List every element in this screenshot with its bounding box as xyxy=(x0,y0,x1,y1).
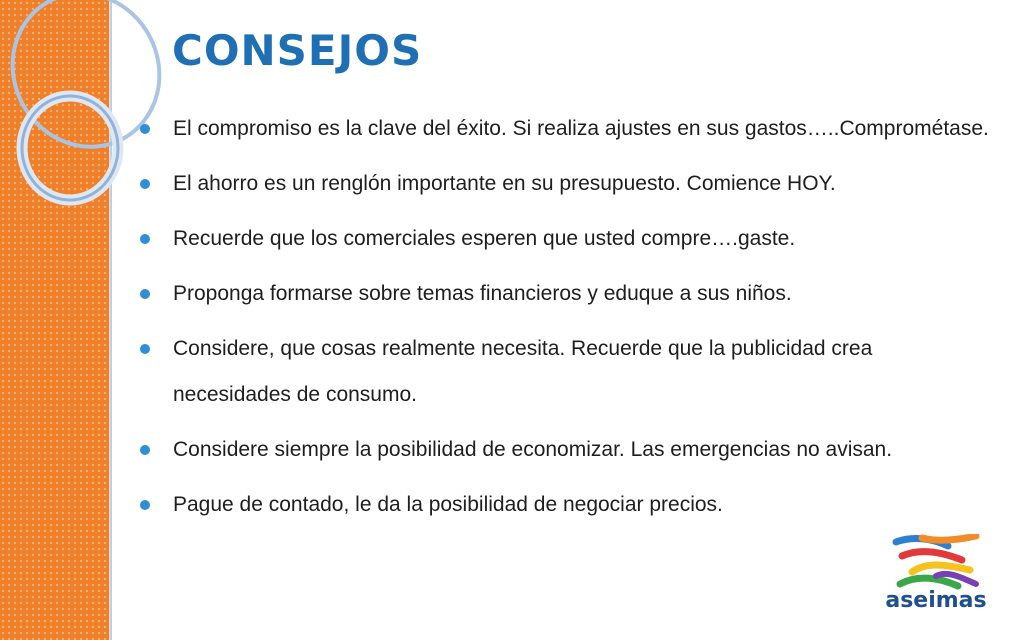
bullet-icon xyxy=(140,344,150,354)
bullet-icon xyxy=(140,234,150,244)
tip-text: Considere siempre la posibilidad de economizar. Las emergencias no avisan. xyxy=(173,438,893,461)
list-item xyxy=(140,427,992,473)
tip-text: El ahorro es un renglón importante en su presupuesto. Comience HOY. xyxy=(173,172,836,195)
list-item xyxy=(140,161,992,207)
tip-text: Recuerde que los comerciales esperen que usted compre….gaste. xyxy=(173,227,796,250)
logo-figures-icon xyxy=(892,534,980,592)
bullet-icon xyxy=(140,445,150,455)
list-item xyxy=(140,106,992,152)
tip-text: Considere, que cosas realmente necesita. Recuerde que la publicidad crea necesidades de consumo. xyxy=(173,337,873,406)
slide-title: CONSEJOS xyxy=(172,26,423,75)
tip-text: El compromiso es la clave del éxito. Si realiza ajustes en sus gastos…..Comprométase. xyxy=(173,117,989,140)
list-item xyxy=(140,482,992,528)
tip-text: Pague de contado, le da la posibilidad de negociar precios. xyxy=(173,493,723,516)
bullet-icon xyxy=(140,179,150,189)
tip-text: Proponga formarse sobre temas financieros y eduque a sus niños. xyxy=(173,282,792,305)
tips-list xyxy=(140,106,992,537)
logo-text: aseimas xyxy=(885,588,987,613)
list-item xyxy=(140,271,992,317)
bullet-icon xyxy=(140,500,150,510)
bullet-icon xyxy=(140,289,150,299)
aseimas-logo xyxy=(876,534,996,620)
list-item xyxy=(140,326,992,418)
decorative-side-panel xyxy=(0,0,112,640)
bullet-icon xyxy=(140,124,150,134)
list-item xyxy=(140,216,992,262)
